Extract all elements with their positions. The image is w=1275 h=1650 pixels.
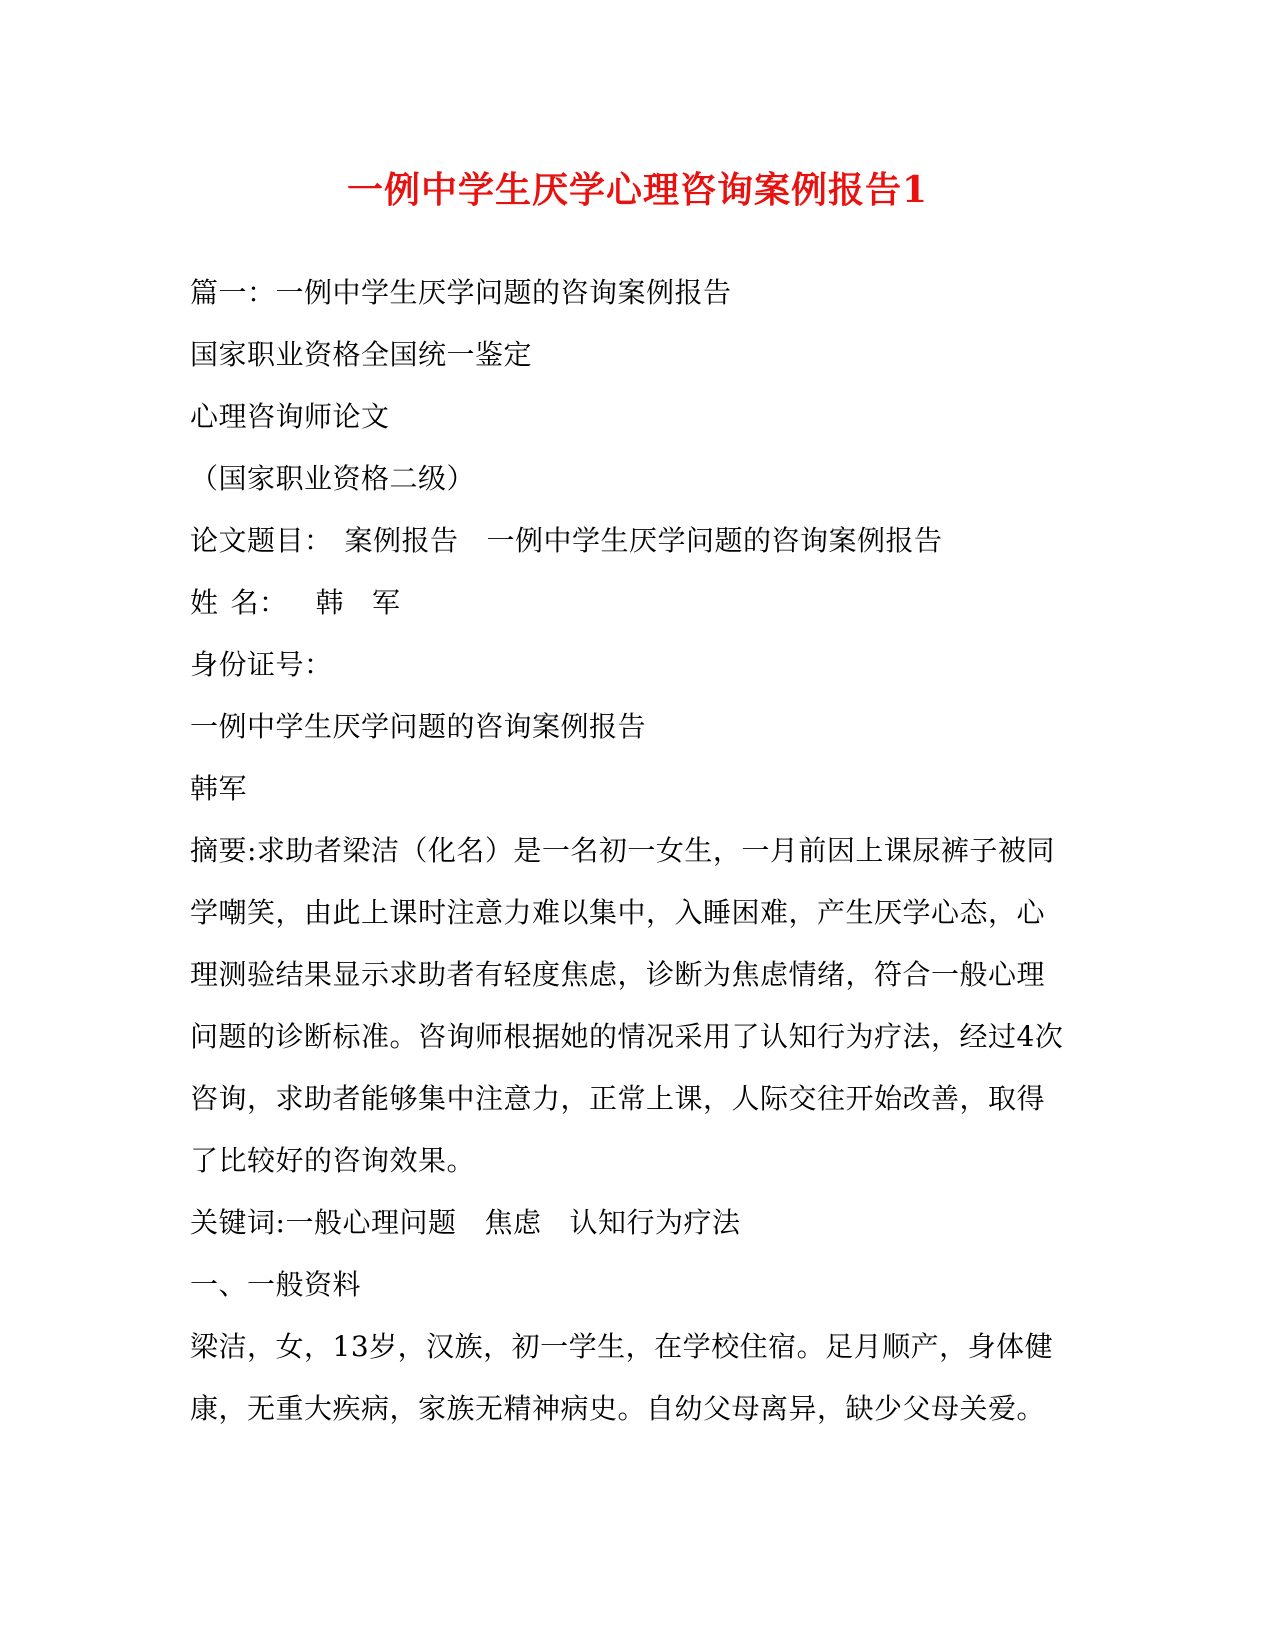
keywords-label: 关键词: <box>190 1206 286 1239</box>
abstract-line: 理测验结果显示求助者有轻度焦虑，诊断为焦虑情绪，符合一般心理 <box>190 958 1046 991</box>
level-line: （国家职业资格二级） <box>190 462 476 495</box>
name-label-1: 姓 <box>190 586 219 619</box>
abstract-line: 了比较好的咨询效果。 <box>190 1144 476 1177</box>
id-line: 身份证号： <box>190 648 333 681</box>
abstract-line: 学嘲笑，由此上课时注意力难以集中，入睡困难，产生厌学心态，心 <box>190 896 1046 929</box>
keyword: 一般心理问题 <box>285 1206 457 1239</box>
article-author: 韩军 <box>190 772 248 805</box>
topic-label: 论文题目： <box>190 524 333 557</box>
topic-category: 案例报告 <box>344 524 459 557</box>
document-title: 一例中学生厌学心理咨询案例报告1 <box>346 169 929 211</box>
name-line <box>190 585 401 621</box>
keyword: 认知行为疗法 <box>569 1206 741 1239</box>
topic-title: 一例中学生厌学问题的咨询案例报告 <box>486 524 943 557</box>
section-paragraph-line: 梁洁，女，13岁，汉族，初一学生，在学校住宿。足月顺产，身体健 <box>190 1330 1054 1363</box>
exam-line: 国家职业资格全国统一鉴定 <box>190 338 533 371</box>
keywords-line <box>190 1205 740 1241</box>
name-value-1: 韩 <box>315 586 345 619</box>
section-heading: 一、一般资料 <box>190 1268 362 1301</box>
name-label-2: 名： <box>230 586 288 619</box>
keyword: 焦虑 <box>484 1206 542 1239</box>
abstract-line: 问题的诊断标准。咨询师根据她的情况采用了认知行为疗法，经过4次 <box>190 1020 1064 1053</box>
thesis-type-line: 心理咨询师论文 <box>190 400 390 433</box>
chapter-heading: 篇一：一例中学生厌学问题的咨询案例报告 <box>190 276 732 309</box>
name-value-2: 军 <box>372 586 401 619</box>
section-paragraph-line: 康，无重大疾病，家族无精神病史。自幼父母离异，缺少父母关爱。 <box>190 1392 1046 1425</box>
abstract-line: 摘要:求助者梁洁（化名）是一名初一女生，一月前因上课尿裤子被同 <box>190 834 1055 867</box>
article-heading: 一例中学生厌学问题的咨询案例报告 <box>190 710 647 743</box>
topic-line <box>190 523 943 559</box>
abstract-line: 咨询，求助者能够集中注意力，正常上课，人际交往开始改善，取得 <box>190 1082 1046 1115</box>
